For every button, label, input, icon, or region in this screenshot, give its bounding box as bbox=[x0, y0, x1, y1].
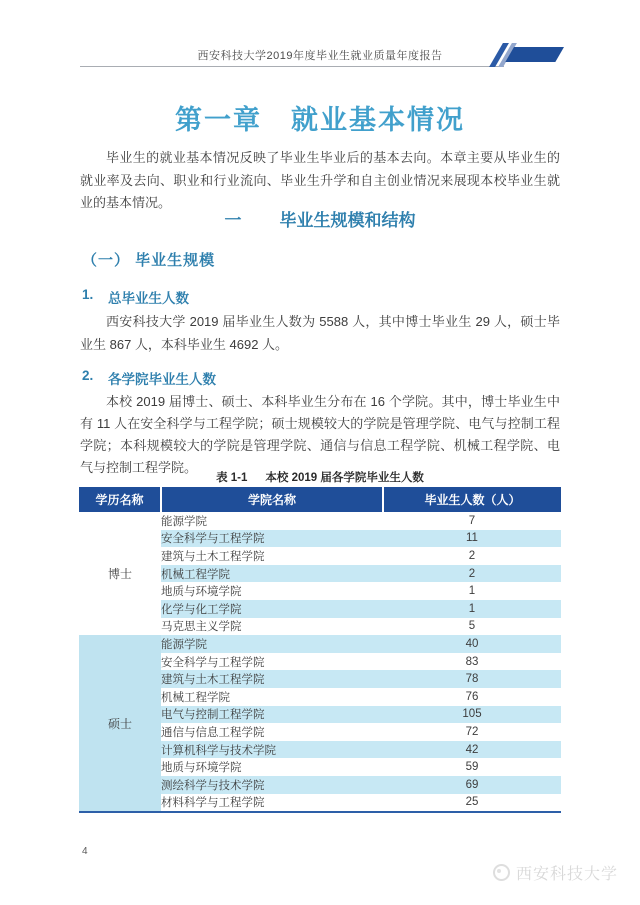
table-caption bbox=[80, 469, 560, 485]
college-cell: 安全科学与工程学院 bbox=[161, 530, 383, 548]
count-cell: 11 bbox=[383, 530, 561, 548]
header-decoration bbox=[488, 43, 564, 67]
count-cell: 1 bbox=[383, 600, 561, 618]
college-cell: 能源学院 bbox=[161, 515, 207, 528]
college-cell: 材料科学与工程学院 bbox=[161, 797, 265, 810]
college-cell: 通信与信息工程学院 bbox=[161, 726, 265, 739]
college-cell: 化学与化工学院 bbox=[161, 600, 383, 618]
count-cell: 72 bbox=[465, 725, 479, 738]
college-cell: 机械工程学院 bbox=[161, 565, 383, 583]
chapter-intro-paragraph: 毕业生的就业基本情况反映了毕业生毕业后的基本去向。本章主要从毕业生的就业率及去向、职业和行业流向、毕业生升学和自主创业情况来展现本校毕业生就业的基本情况。 bbox=[80, 150, 560, 210]
count-cell: 76 bbox=[465, 690, 479, 703]
item1-heading bbox=[82, 287, 189, 307]
college-cell: 地质与环境学院 bbox=[161, 586, 242, 599]
college-cell: 地质与环境学院 bbox=[161, 762, 242, 775]
item2-heading bbox=[82, 368, 216, 388]
item1-paragraph: 西安科技大学 2019 届毕业生人数为 5588 人，其中博士毕业生 29 人，硕士毕业生 867 人，本科毕业生 4692 人。 bbox=[80, 314, 560, 352]
watermark-logo-icon bbox=[493, 864, 510, 881]
count-cell: 69 bbox=[383, 776, 561, 794]
item2-number: 2. bbox=[82, 368, 94, 383]
column-header-degree: 学历名称 bbox=[79, 487, 161, 512]
item1-number: 1. bbox=[82, 287, 94, 302]
degree-cell: 博士 bbox=[79, 512, 161, 635]
column-header-college: 学院名称 bbox=[161, 487, 383, 512]
table-header-row bbox=[79, 487, 561, 512]
header-bar-shape bbox=[505, 47, 564, 62]
college-cell: 测绘科学与技术学院 bbox=[161, 776, 383, 794]
subsection-heading: （一） 毕业生规模 bbox=[82, 252, 216, 269]
degree-cell: 硕士 bbox=[79, 635, 161, 812]
count-cell: 2 bbox=[468, 549, 476, 562]
count-cell: 40 bbox=[383, 635, 561, 653]
chapter-title: 第一章 就业基本情况 bbox=[175, 105, 465, 135]
table-caption-label: 表 1-1 bbox=[216, 472, 248, 484]
college-cell: 机械工程学院 bbox=[161, 691, 230, 704]
watermark bbox=[493, 861, 618, 884]
college-cell: 建筑与土木工程学院 bbox=[161, 550, 265, 563]
college-cell: 计算机科学与技术学院 bbox=[161, 741, 383, 759]
column-header-count: 毕业生人数（人） bbox=[383, 487, 561, 512]
college-cell: 电气与控制工程学院 bbox=[161, 706, 383, 724]
table-caption-title: 本校 2019 届各学院毕业生人数 bbox=[265, 472, 424, 484]
count-cell: 83 bbox=[465, 655, 479, 668]
count-cell: 78 bbox=[383, 670, 561, 688]
count-cell: 25 bbox=[465, 796, 479, 809]
watermark-text: 西安科技大学 bbox=[515, 866, 618, 883]
count-cell: 1 bbox=[468, 585, 476, 598]
count-cell: 105 bbox=[383, 706, 561, 724]
item1-heading-label: 总毕业生人数 bbox=[108, 291, 189, 306]
college-cell: 马克思主义学院 bbox=[161, 621, 242, 634]
item2-heading-label: 各学院毕业生人数 bbox=[108, 372, 216, 387]
table-row bbox=[79, 635, 561, 653]
graduates-table bbox=[79, 487, 561, 813]
college-cell: 建筑与土木工程学院 bbox=[161, 670, 383, 688]
section-title: 毕业生规模和结构 bbox=[279, 211, 416, 230]
section-heading bbox=[80, 206, 560, 231]
item2-paragraph: 本校 2019 届博士、硕士、本科毕业生分布在 16 个学院。其中，博士毕业生中有 11 人在安全科学与工程学院；硕士规模较大的学院是管理学院、电气与控制工程学院；本科规模较大的学院是管理学院、通信与信息工程学院、机械工程学院、电气与控制工程学院。 bbox=[80, 394, 560, 475]
section-number: 一 bbox=[224, 211, 242, 230]
count-cell: 59 bbox=[465, 761, 479, 774]
count-cell: 42 bbox=[383, 741, 561, 759]
header-rule bbox=[80, 66, 504, 67]
running-header-title: 西安科技大学2019年度毕业生就业质量年度报告 bbox=[197, 50, 443, 62]
college-cell: 安全科学与工程学院 bbox=[161, 656, 265, 669]
college-cell: 能源学院 bbox=[161, 635, 383, 653]
table-body bbox=[79, 512, 561, 812]
table-row bbox=[79, 512, 561, 530]
count-cell: 5 bbox=[468, 620, 476, 633]
page-number: 4 bbox=[82, 846, 88, 857]
count-cell: 7 bbox=[468, 514, 476, 527]
count-cell: 2 bbox=[383, 565, 561, 583]
